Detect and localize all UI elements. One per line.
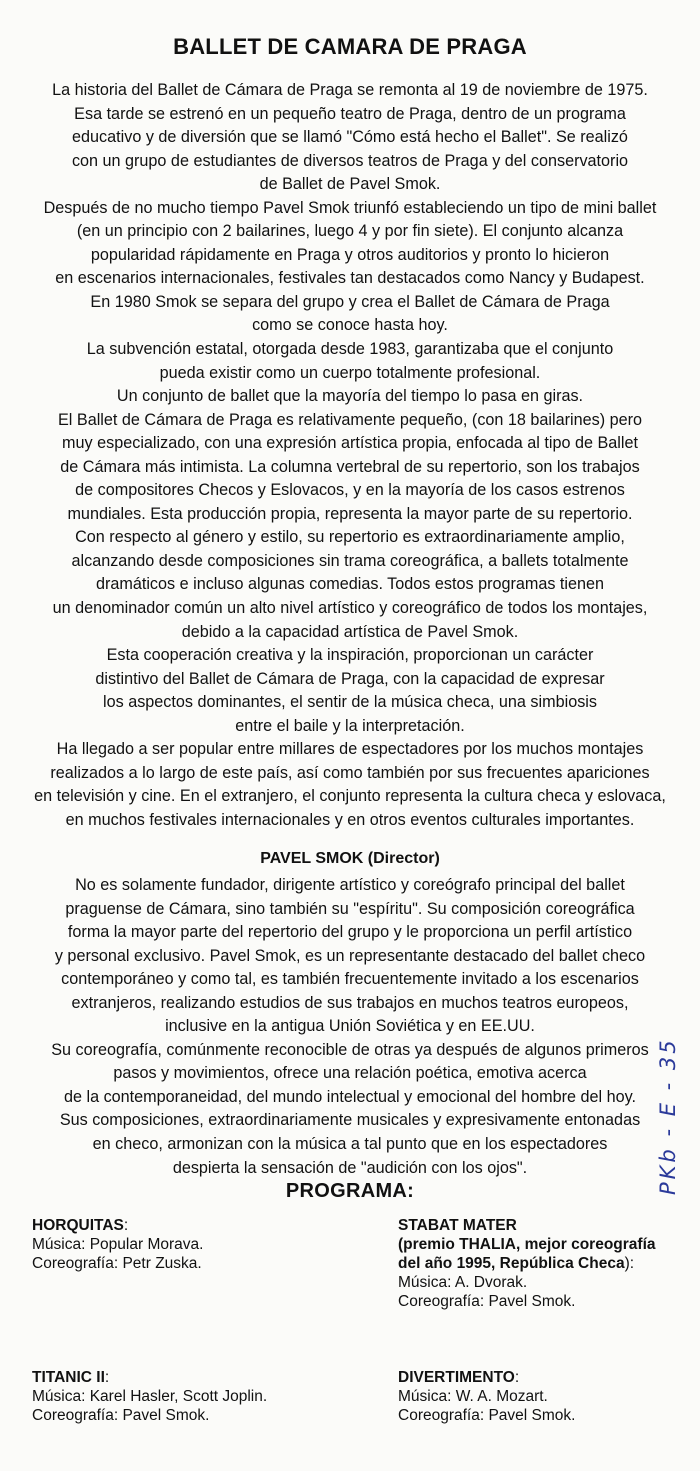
history-line: Esta cooperación creativa y la inspiración, proporcionan un carácter: [106, 646, 594, 665]
history-line: en muchos festivales internacionales y en otros eventos culturales importantes.: [65, 810, 635, 829]
director-line: No es solamente fundador, dirigente artístico y coreógrafo principal del ballet: [75, 876, 625, 894]
history-line: de Cámara más intimista. La columna vertebral de su repertorio, son los trabajos: [60, 457, 640, 476]
history-line: La historia del Ballet de Cámara de Praga se remonta al 19 de noviembre de 1975.: [52, 81, 648, 99]
history-line: muy especializado, con una expresión artística propia, enfocada al tipo de Ballet: [62, 434, 638, 453]
history-line: en escenarios internacionales, festivales tan destacados como Nancy y Budapest.: [55, 269, 645, 288]
program-item-award-year: del año 1995, República Checa):: [398, 1255, 635, 1272]
director-line: Su coreografía, comúnmente reconocible de otras ya después de algunos primeros: [51, 1040, 649, 1059]
history-line: pueda existir como un cuerpo totalmente profesional.: [159, 363, 541, 382]
page-title: BALLET DE CAMARA DE PRAGA: [173, 34, 527, 59]
program-item-choreography: Coreografía: Pavel Smok.: [32, 1407, 210, 1424]
director-line: inclusive en la antigua Unión Soviética y en EE.UU.: [165, 1017, 535, 1036]
history-line: Esa tarde se estrenó en un pequeño teatro de Praga, dentro de un programa: [74, 104, 626, 123]
director-line: pasos y movimientos, ofrece una relación poética, emotiva acerca: [113, 1064, 587, 1083]
history-line: (en un principio con 2 bailarines, luego 4 y por fin siete). El conjunto alcanza: [76, 222, 624, 241]
program-item-music: Música: Popular Morava.: [32, 1236, 204, 1253]
history-line: mundiales. Esta producción propia, representa la mayor parte de su repertorio.: [67, 504, 633, 523]
history-line: La subvención estatal, otorgada desde 1983, garantizaba que el conjunto: [86, 340, 614, 359]
program-item-titanic: [32, 1368, 267, 1425]
program-item-horquitas: [32, 1216, 203, 1273]
history-line: como se conoce hasta hoy.: [252, 316, 448, 335]
history-line: Ha llegado a ser popular entre millares de espectadores por los muchos montajes: [56, 740, 644, 759]
history-line: alcanzando desde composiciones sin trama coreográfica, a ballets totalmente: [71, 551, 629, 570]
history-line: de Ballet de Pavel Smok.: [259, 175, 441, 194]
history-line: en televisión y cine. En el extranjero, el conjunto representa la cultura checa y eslovaca,: [34, 787, 666, 806]
director-line: praguense de Cámara, sino también su "espíritu". Su composición coreográfica: [65, 899, 635, 918]
history-line: Después de no mucho tiempo Pavel Smok triunfó estableciendo un tipo de mini ballet: [43, 198, 657, 217]
program-heading: PROGRAMA:: [285, 1180, 415, 1202]
history-line: distintivo del Ballet de Cámara de Praga, con la capacidad de expresar: [95, 669, 605, 688]
program-item-stabat-mater: [398, 1216, 656, 1311]
program-item-choreography: Coreografía: Petr Zuska.: [32, 1255, 202, 1272]
history-line: dramáticos e incluso algunas comedias. Todos estos programas tienen: [95, 575, 605, 594]
program-item-title: STABAT MATER: [398, 1217, 517, 1234]
program-item-music: Música: A. Dvorak.: [398, 1274, 528, 1291]
history-line: Con respecto al género y estilo, su repertorio es extraordinariamente amplio,: [75, 528, 625, 547]
director-line: Sus composiciones, extraordinariamente musicales y expresivamente entonadas: [59, 1111, 641, 1130]
program-item-title: TITANIC II:: [32, 1369, 110, 1386]
history-line: entre el baile y la interpretación.: [235, 716, 465, 735]
history-line: Un conjunto de ballet que la mayoría del tiempo lo pasa en giras.: [116, 387, 584, 406]
director-line: en checo, armonizan con la música a tal punto que en los espectadores: [92, 1135, 608, 1154]
history-line: popularidad rápidamente en Praga y otros auditorios y pronto lo hicieron: [90, 245, 610, 264]
program-item-divertimento: [398, 1368, 575, 1425]
director-line: forma la mayor parte del repertorio del grupo y le proporciona un perfil artístico: [67, 923, 633, 942]
history-line: realizados a lo largo de este país, así como también por sus frecuentes apariciones: [50, 763, 650, 782]
history-line: con un grupo de estudiantes de diversos teatros de Praga y del conservatorio: [71, 151, 629, 170]
director-line: extranjeros, realizando estudios de sus trabajos en muchos teatros europeos,: [71, 993, 629, 1012]
director-heading: PAVEL SMOK (Director): [260, 850, 440, 867]
history-line: un denominador común un alto nivel artístico y coreográfico de todos los montajes,: [52, 599, 648, 618]
program-item-music: Música: W. A. Mozart.: [398, 1388, 548, 1405]
program-item-title: HORQUITAS:: [32, 1217, 129, 1234]
program-item-choreography: Coreografía: Pavel Smok.: [398, 1293, 576, 1310]
history-line: El Ballet de Cámara de Praga es relativamente pequeño, (con 18 bailarines) pero: [58, 410, 642, 429]
history-line: educativo y de diversión que se llamó "Cómo está hecho el Ballet". Se realizó: [72, 128, 628, 147]
program-item-title: DIVERTIMENTO:: [398, 1369, 520, 1386]
history-line: debido a la capacidad artística de Pavel Smok.: [181, 622, 519, 641]
program-item-choreography: Coreografía: Pavel Smok.: [398, 1407, 576, 1424]
history-text: [18, 79, 682, 833]
director-line: contemporáneo y como tal, es también frecuentemente invitado a los escenarios: [61, 970, 639, 989]
director-line: despierta la sensación de "audición con los ojos".: [172, 1158, 528, 1177]
history-line: de compositores Checos y Eslovacos, y en la mayoría de los casos estrenos: [75, 481, 625, 500]
handwritten-catalog-mark: PKb - E - 35: [656, 1037, 680, 1195]
history-line: los aspectos dominantes, el sentir de la música checa, una simbiosis: [103, 693, 597, 712]
history-line: En 1980 Smok se separa del grupo y crea el Ballet de Cámara de Praga: [90, 292, 610, 311]
director-line: de la contemporaneidad, del mundo intelectual y emocional del hombre del hoy.: [63, 1087, 636, 1106]
program-item-award: (premio THALIA, mejor coreografía: [398, 1236, 656, 1253]
director-line: y personal exclusivo. Pavel Smok, es un representante destacado del ballet checo: [54, 946, 646, 965]
director-text: [18, 874, 682, 1180]
program-item-music: Música: Karel Hasler, Scott Joplin.: [32, 1388, 268, 1405]
